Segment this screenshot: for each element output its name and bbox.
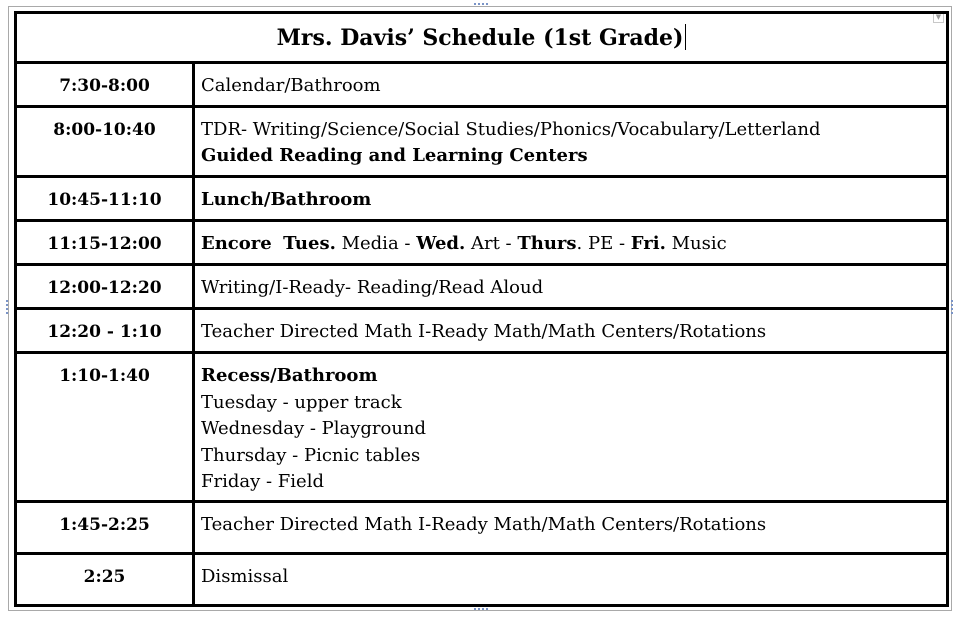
activity-cell[interactable] bbox=[194, 502, 948, 554]
resize-handle-bottom[interactable] bbox=[474, 608, 488, 613]
activity-text: TDR- Writing/Science/Social Studies/Phonics/Vocabulary/Letterland bbox=[201, 119, 821, 140]
encore-label: Encore bbox=[201, 233, 272, 254]
activity-text-bold: Recess/Bathroom bbox=[201, 365, 378, 386]
activity-text bbox=[201, 231, 940, 257]
activity-cell[interactable] bbox=[194, 554, 948, 606]
table-row bbox=[16, 502, 948, 554]
table-row bbox=[16, 309, 948, 353]
activity-text: Calendar/Bathroom bbox=[201, 75, 381, 96]
day-thurs: Thurs bbox=[517, 233, 577, 254]
time-cell[interactable]: 10:45-11:10 bbox=[16, 177, 194, 221]
activity-text: Teacher Directed Math I-Ready Math/Math Centers/Rotations bbox=[201, 514, 767, 535]
time-cell[interactable]: 12:00-12:20 bbox=[16, 265, 194, 309]
activity-cell[interactable] bbox=[194, 309, 948, 353]
time-cell[interactable]: 1:10-1:40 bbox=[16, 353, 194, 502]
time-cell[interactable]: 7:30-8:00 bbox=[16, 63, 194, 107]
activity-text: Friday - Field bbox=[201, 471, 324, 492]
activity-cell[interactable] bbox=[194, 177, 948, 221]
table-row bbox=[16, 265, 948, 309]
music-text: Music bbox=[665, 233, 727, 254]
text-cursor bbox=[685, 24, 686, 50]
activity-cell[interactable] bbox=[194, 265, 948, 309]
activity-text-bold: Guided Reading and Learning Centers bbox=[201, 145, 588, 166]
resize-handle-left[interactable] bbox=[6, 300, 11, 314]
activity-cell[interactable] bbox=[194, 63, 948, 107]
activity-text: Teacher Directed Math I-Ready Math/Math Centers/Rotations bbox=[201, 321, 767, 342]
table-row bbox=[16, 221, 948, 265]
schedule-table bbox=[14, 11, 949, 607]
time-cell[interactable]: 8:00-10:40 bbox=[16, 107, 194, 177]
dropdown-arrow-icon[interactable]: ▼ bbox=[933, 12, 944, 23]
activity-text-bold: Lunch/Bathroom bbox=[201, 189, 372, 210]
day-tues: Tues. bbox=[283, 233, 336, 254]
activity-text: Writing/I-Ready- Reading/Read Aloud bbox=[201, 277, 544, 298]
table-row bbox=[16, 554, 948, 606]
table-row bbox=[16, 63, 948, 107]
time-cell[interactable]: 2:25 bbox=[16, 554, 194, 606]
day-fri: Fri. bbox=[630, 233, 666, 254]
art-text: Art - bbox=[465, 233, 518, 254]
time-cell[interactable]: 1:45-2:25 bbox=[16, 502, 194, 554]
time-cell[interactable]: 11:15-12:00 bbox=[16, 221, 194, 265]
resize-handle-top[interactable] bbox=[474, 3, 488, 8]
pe-text: . PE - bbox=[576, 233, 631, 254]
table-row bbox=[16, 353, 948, 502]
activity-cell[interactable] bbox=[194, 107, 948, 177]
activity-text: Thursday - Picnic tables bbox=[201, 444, 421, 466]
day-wed: Wed. bbox=[416, 233, 466, 254]
activity-text: Dismissal bbox=[201, 566, 289, 587]
table-row bbox=[16, 177, 948, 221]
page-title: Mrs. Davis’ Schedule (1st Grade) bbox=[276, 25, 684, 51]
time-cell[interactable]: 12:20 - 1:10 bbox=[16, 309, 194, 353]
activity-cell[interactable] bbox=[194, 221, 948, 265]
title-cell[interactable] bbox=[16, 13, 948, 63]
resize-handle-right[interactable] bbox=[951, 300, 956, 314]
activity-cell[interactable] bbox=[194, 353, 948, 502]
table-row bbox=[16, 107, 948, 177]
activity-text: Tuesday - upper track bbox=[201, 391, 402, 413]
activity-text: Wednesday - Playground bbox=[201, 418, 427, 439]
media-text: Media - bbox=[335, 233, 417, 254]
